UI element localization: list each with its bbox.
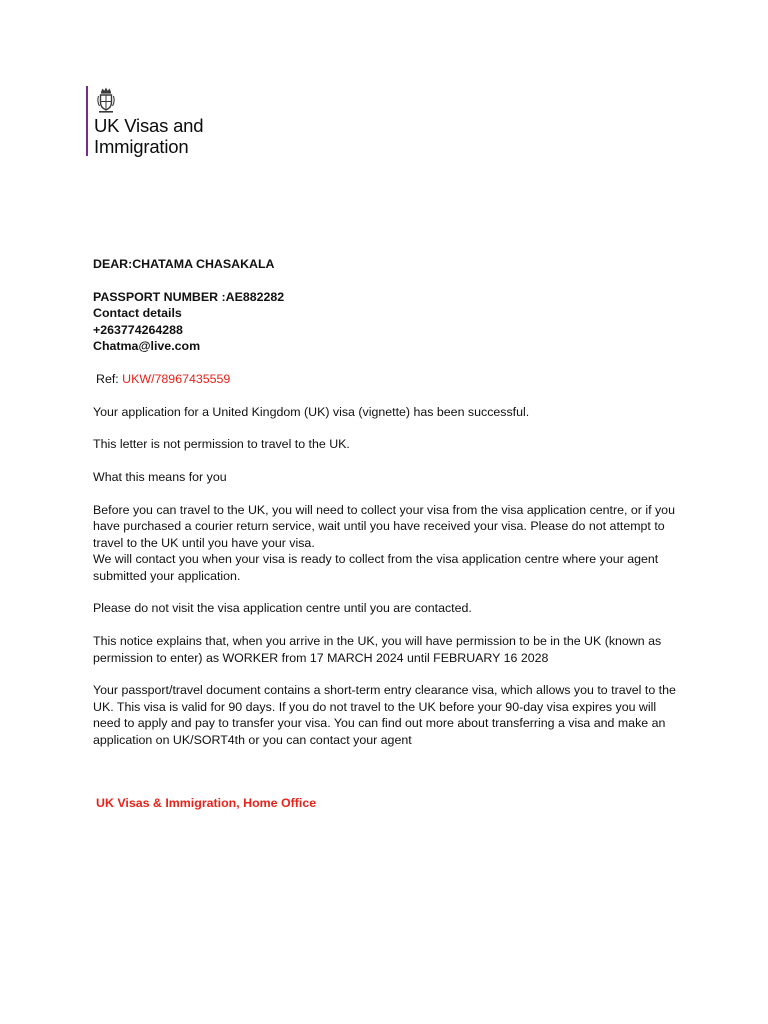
reference-number: UKW/78967435559 [122, 371, 231, 386]
royal-crest-icon [96, 86, 116, 114]
paragraph-not-permission: This letter is not permission to travel to the UK. [93, 437, 350, 452]
paragraph-do-not-visit: Please do not visit the visa application centre until you are contacted. [93, 601, 472, 616]
paragraph-we-will-contact: We will contact you when your visa is ready to collect from the visa application centre where your agent submitted your application. [93, 552, 659, 583]
logo-line-1: UK Visas and [94, 115, 204, 136]
logo-divider-bar [86, 86, 88, 156]
contact-heading: Contact details [93, 306, 182, 321]
reference-line [93, 371, 683, 387]
logo-line-2: Immigration [94, 136, 189, 157]
contact-email: Chatma@live.com [93, 339, 201, 354]
ukvi-logo [86, 86, 203, 156]
salutation: DEAR:CHATAMA CHASAKALA [93, 257, 275, 271]
signoff: UK Visas & Immigration, Home Office [96, 796, 317, 810]
logo-wordmark [94, 115, 203, 157]
paragraph-short-term-visa: Your passport/travel document contains a short-term entry clearance visa, which allows you to travel to the UK. This visa is valid for 90 days. If you do not travel to the UK before your 90-day visa expires you will need to apply and pay to transfer your visa. You can find out more about transferring a visa and make an application on UK/SORT4th or you can contact your agent [93, 683, 676, 747]
passport-number: PASSPORT NUMBER :AE882282 [93, 289, 285, 304]
paragraph-what-this-means: What this means for you [93, 470, 227, 485]
paragraph-permission-dates: This notice explains that, when you arrive in the UK, you will have permission to be in the UK (known as permission to enter) as WORKER from 17 MARCH 2024 until FEBRUARY 16 2028 [93, 634, 662, 665]
contact-phone: +263774264288 [93, 322, 183, 337]
letter-body [93, 256, 683, 748]
paragraph-success: Your application for a United Kingdom (UK) visa (vignette) has been successful. [93, 404, 530, 419]
reference-label: Ref: [96, 371, 123, 386]
paragraph-collect-visa: Before you can travel to the UK, you will need to collect your visa from the visa application centre, or if you have purchased a courier return service, wait until you have received your visa. Please do not attempt to travel to the UK until you have your visa. [93, 503, 675, 550]
